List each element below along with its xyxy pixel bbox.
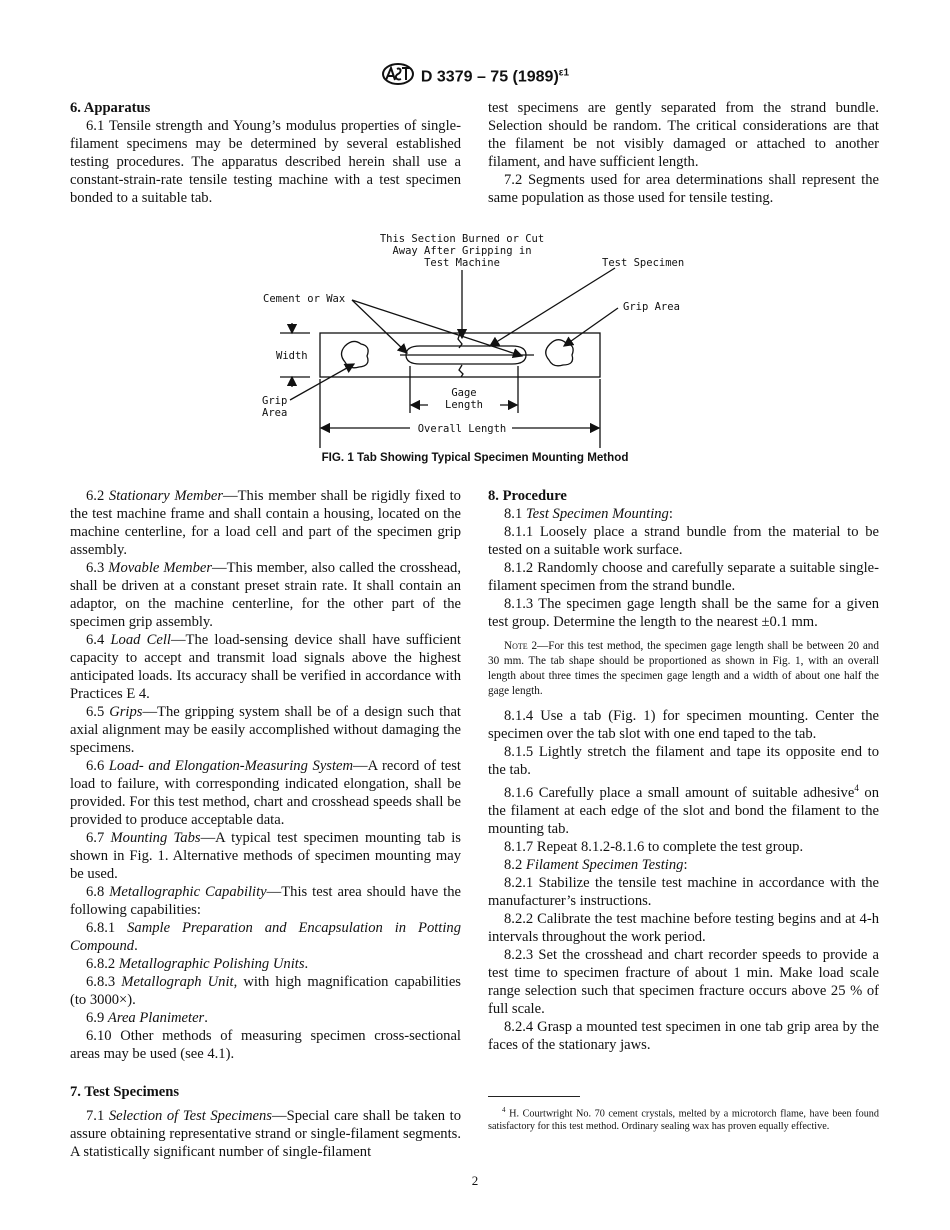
label-grip-left-2: Area bbox=[262, 407, 288, 419]
para-8-1-3: 8.1.3 The specimen gage length shall be the same for a given test group. Determine the length to the nearest ±0.1 mm. bbox=[488, 596, 879, 630]
para-6-8-1: 6.8.1 Sample Preparation and Encapsulation in Potting Compound. bbox=[70, 920, 461, 954]
para-6-8: 6.8 Metallographic Capability—This test area should have the following capabilities: bbox=[70, 884, 462, 918]
section-8-heading: 8. Procedure bbox=[488, 488, 567, 504]
note-2: Note 2—For this test method, the specimen gage length shall be between 20 and 30 mm. The tab shape should be proportioned as shown in Fig. 1, with an overall length about three times the specimen gage length and a width of about one half the gage length. bbox=[488, 640, 879, 697]
para-6-8-2: 6.8.2 Metallographic Polishing Units. bbox=[86, 956, 309, 972]
document-header bbox=[0, 62, 950, 93]
label-grip-area-right: Grip Area bbox=[623, 301, 680, 313]
para-7-1: 7.1 Selection of Test Specimens—Special care shall be taken to assure obtaining representative strand or single-filament segments. A statistically significant number of single-filament bbox=[70, 1108, 461, 1160]
para-6-7: 6.7 Mounting Tabs—A typical test specimen mounting tab is shown in Fig. 1. Alternative methods of specimen mounting may be used. bbox=[70, 830, 461, 882]
label-gage-length: Length bbox=[445, 399, 483, 411]
para-6-6: 6.6 Load- and Elongation-Measuring System—A record of test load to failure, with corresponding indicated elongation, shall be provided. For this test method, chart and crosshead speeds shall be provided to produce acceptable data. bbox=[70, 758, 461, 828]
para-8-1: 8.1 Test Specimen Mounting: bbox=[504, 506, 673, 522]
designation-superscript: ε1 bbox=[558, 67, 570, 79]
section-7-heading: 7. Test Specimens bbox=[70, 1084, 180, 1100]
label-burned-line2: Away After Gripping in bbox=[392, 245, 532, 257]
label-width: Width bbox=[276, 350, 308, 362]
page-number: 2 bbox=[471, 1173, 479, 1188]
para-6-5: 6.5 Grips—The gripping system shall be of a design such that axial alignment may be easily accomplished without damaging the specimens. bbox=[70, 704, 461, 756]
right-column-bottom bbox=[488, 487, 879, 1054]
para-8-1-2: 8.1.2 Randomly choose and carefully separate a suitable single-filament specimen from the strand bundle. bbox=[488, 560, 879, 594]
para-8-1-6: 8.1.6 Carefully place a small amount of suitable adhesive$^4$ on the filament at each edge of the slot and bond the filament to the mounting tab. bbox=[488, 783, 879, 837]
tab-diagram bbox=[250, 228, 700, 448]
label-overall-length: Overall Length bbox=[417, 423, 507, 435]
para-6-9: 6.9 Area Planimeter. bbox=[86, 1010, 208, 1026]
astm-logo-icon bbox=[381, 62, 415, 93]
grip-blob-right bbox=[546, 340, 573, 366]
para-7-2: 7.2 Segments used for area determinations shall represent the same population as those used for tensile testing. bbox=[488, 172, 879, 206]
para-6-10: 6.10 Other methods of measuring specimen cross-sectional areas may be used (see 4.1). bbox=[70, 1028, 461, 1062]
para-8-1-5: 8.1.5 Lightly stretch the filament and tape its opposite end to the tab. bbox=[488, 744, 879, 778]
para-8-1-7: 8.1.7 Repeat 8.1.2-8.1.6 to complete the test group. bbox=[504, 838, 804, 855]
para-8-2-2: 8.2.2 Calibrate the test machine before testing begins and at 4-h intervals throughout the work period. bbox=[488, 910, 879, 945]
figure-caption: FIG. 1 Tab Showing Typical Specimen Mounting Method bbox=[321, 451, 629, 464]
para-6-8-3: 6.8.3 Metallograph Unit, with high magnification capabilities (to 3000×). bbox=[70, 974, 461, 1008]
para-8-1-4: 8.1.4 Use a tab (Fig. 1) for specimen mounting. Center the specimen over the tab slot with one end taped to the tab. bbox=[488, 708, 879, 742]
para-6-2: 6.2 Stationary Member—This member shall be rigidly fixed to the test machine frame and shall contain a housing, located on the machine centerline, for a load cell and part of the specimen grip assembly. bbox=[70, 488, 461, 558]
para-8-2-1: 8.2.1 Stabilize the tensile test machine in accordance with the manufacturer’s instructions. bbox=[488, 874, 879, 909]
para-7-1-continued: test specimens are gently separated from the strand bundle. Selection should be random. The critical considerations are that the filament be not visibly damaged or attached to another filament, and have sufficient length. bbox=[488, 100, 879, 170]
para-8-1-1: 8.1.1 Loosely place a strand bundle from the material to be tested on a suitable work surface. bbox=[488, 524, 879, 558]
para-8-2-4: 8.2.4 Grasp a mounted test specimen in one tab grip area by the faces of the stationary jaws. bbox=[488, 1018, 879, 1053]
label-burned-line3: Test Machine bbox=[424, 257, 500, 269]
figure-1 bbox=[250, 228, 700, 448]
para-6-1: 6.1 Tensile strength and Young’s modulus properties of single-filament specimens may be determined by several established testing procedures. The apparatus described herein shall use a constant-strain-rate tensile testing machine with a test specimen bonded to a suitable tab. bbox=[70, 118, 461, 206]
footnote-rule bbox=[488, 1096, 580, 1097]
label-gage: Gage bbox=[451, 387, 477, 399]
para-8-2: 8.2 Filament Specimen Testing: bbox=[504, 856, 688, 873]
section-6-heading: 6. Apparatus bbox=[70, 100, 151, 116]
label-grip-left-1: Grip bbox=[262, 395, 288, 407]
grip-blob-left bbox=[342, 341, 369, 367]
para-6-4: 6.4 Load Cell—The load-sensing device shall have sufficient capacity to accept and transmit load signals above the highest anticipated loads. Its accuracy shall be verified in accordance with Practices E 4. bbox=[70, 632, 461, 702]
label-burned-line1: This Section Burned or Cut bbox=[379, 233, 545, 245]
left-column-bottom bbox=[70, 487, 461, 1161]
para-6-3: 6.3 Movable Member—This member, also called the crosshead, shall be driven at a constant preset strain rate. It shall contain an adaptor, on the machine centerline, for the other part of the specimen grip assembly. bbox=[70, 560, 461, 630]
label-cement-or-wax: Cement or Wax bbox=[263, 293, 346, 305]
footnote-4: $^4$ H. Courtwright No. 70 cement crystals, melted by a microtorch flame, have been found satisfactory for this test method. Ordinary sealing wax has proven equally effective. bbox=[488, 1106, 879, 1133]
designation: D 3379 – 75 (1989) bbox=[420, 68, 559, 86]
right-column-top bbox=[488, 99, 879, 207]
cut-mark-bottom bbox=[459, 365, 463, 377]
para-8-2-3: 8.2.3 Set the crosshead and chart recorder speeds to provide a test time to specimen fracture of about 1 min. Make load scale range selection such that specimen fracture occurs above 25 % of full scale. bbox=[488, 946, 879, 1017]
left-column-top bbox=[70, 99, 461, 207]
label-test-specimen: Test Specimen bbox=[602, 257, 685, 269]
